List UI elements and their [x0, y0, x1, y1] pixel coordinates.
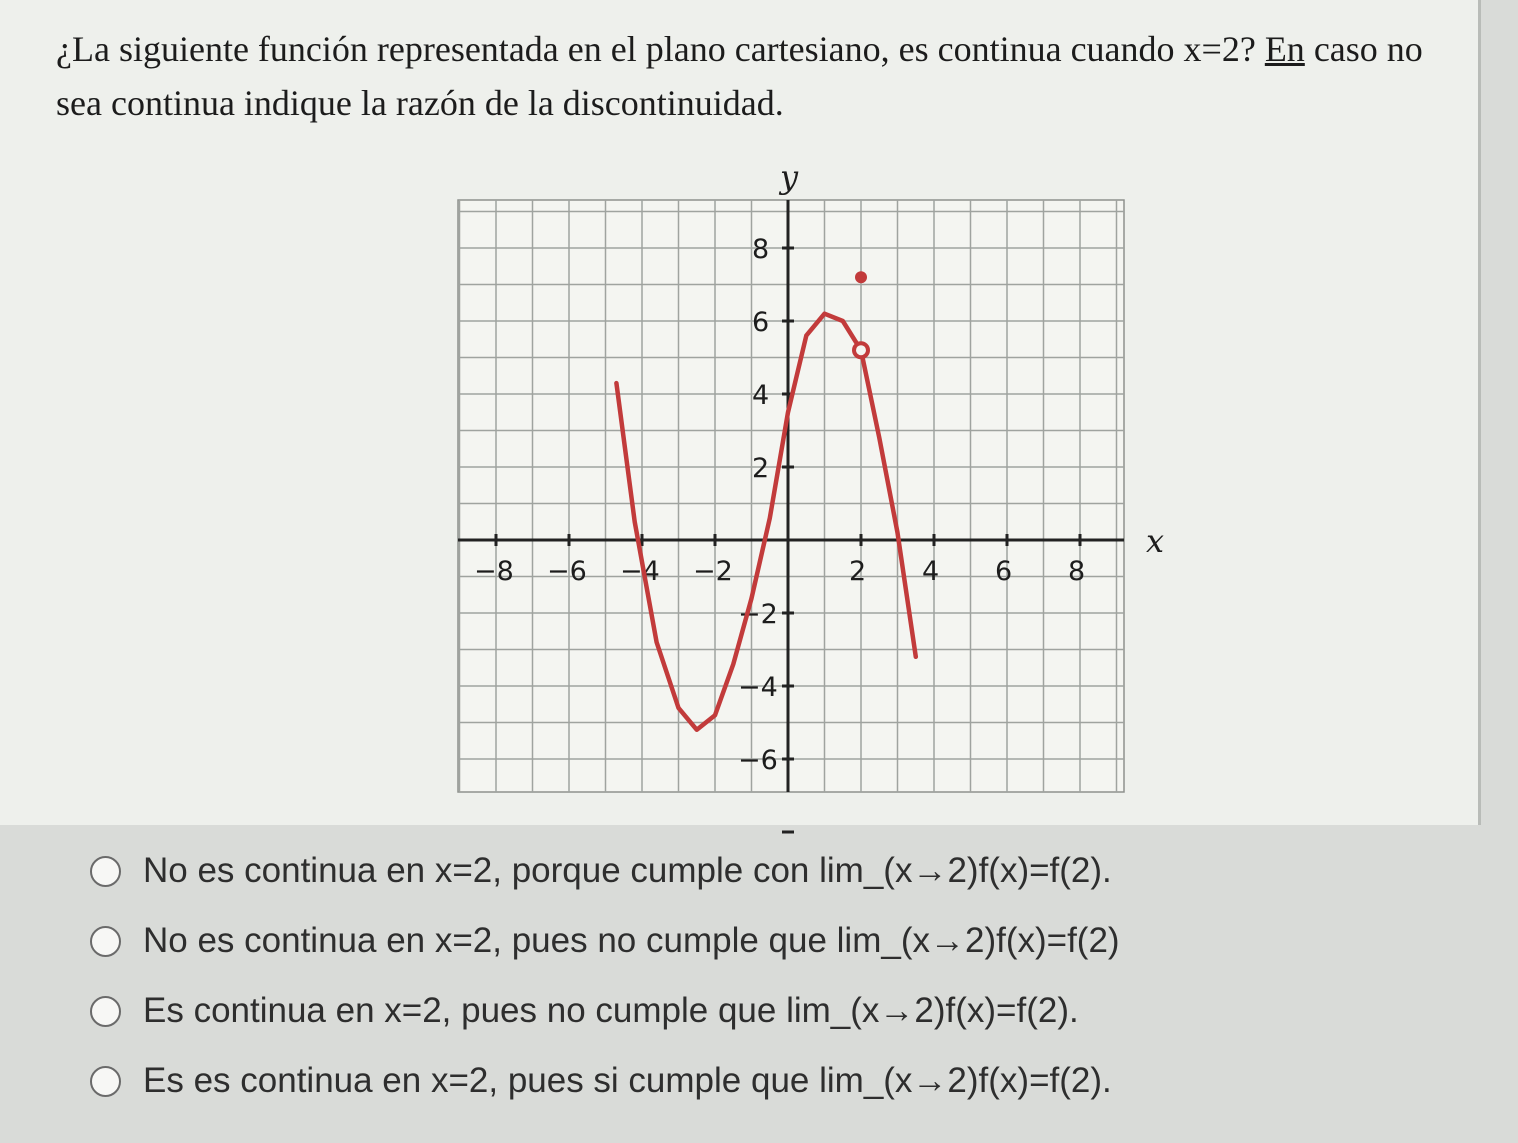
x-axis-label: x	[1146, 522, 1165, 560]
x-tick-label: 8	[1068, 556, 1086, 587]
x-tick-label: 4	[922, 556, 940, 587]
question-text	[56, 22, 1476, 130]
x-tick-label: −2	[693, 556, 733, 587]
x-tick-label: −4	[620, 556, 660, 587]
y-tick-label: 4	[752, 380, 770, 411]
answer-option-1[interactable]	[90, 836, 1490, 906]
question-link[interactable]: En	[1264, 29, 1305, 69]
answer-option-label: No es continua en x=2, pues no cumple que lim_(x→2)f(x)=f(2)	[143, 921, 1120, 960]
question-text-part1: ¿La siguiente función representada en el plano cartesiano, es continua cuando x=2?	[56, 29, 1265, 69]
radio-button-icon[interactable]	[90, 856, 121, 887]
y-tick-label: −2	[738, 599, 778, 630]
radio-button-icon[interactable]	[90, 996, 121, 1027]
question-text-part2: caso no sea continua indique la razón de la discontinuidad.	[56, 29, 1423, 123]
answer-option-2[interactable]	[90, 906, 1490, 976]
y-tick-label: 8	[752, 234, 770, 265]
radio-button-icon[interactable]	[90, 926, 121, 957]
y-axis-label: y	[780, 158, 799, 196]
x-tick-label: 2	[849, 556, 867, 587]
x-tick-label: −8	[474, 556, 514, 587]
filled-point-marker	[855, 271, 867, 283]
x-tick-label: −6	[547, 556, 587, 587]
y-tick-label: −6	[738, 745, 778, 776]
answer-options	[90, 836, 1490, 1116]
y-tick-label: 2	[752, 453, 770, 484]
y-tick-label: −4	[738, 672, 778, 703]
graph-background	[458, 200, 1124, 792]
answer-option-3[interactable]	[90, 976, 1490, 1046]
answer-option-4[interactable]	[90, 1046, 1490, 1116]
answer-option-label: No es continua en x=2, porque cumple con lim_(x→2)f(x)=f(2).	[143, 851, 1112, 890]
radio-button-icon[interactable]	[90, 1066, 121, 1097]
y-tick-label: 6	[752, 307, 770, 338]
open-point-marker	[854, 343, 868, 357]
x-tick-label: 6	[995, 556, 1013, 587]
cartesian-graph	[440, 150, 1165, 810]
answer-option-label: Es continua en x=2, pues no cumple que lim_(x→2)f(x)=f(2).	[143, 991, 1079, 1030]
answer-option-label: Es es continua en x=2, pues si cumple que lim_(x→2)f(x)=f(2).	[143, 1061, 1112, 1100]
